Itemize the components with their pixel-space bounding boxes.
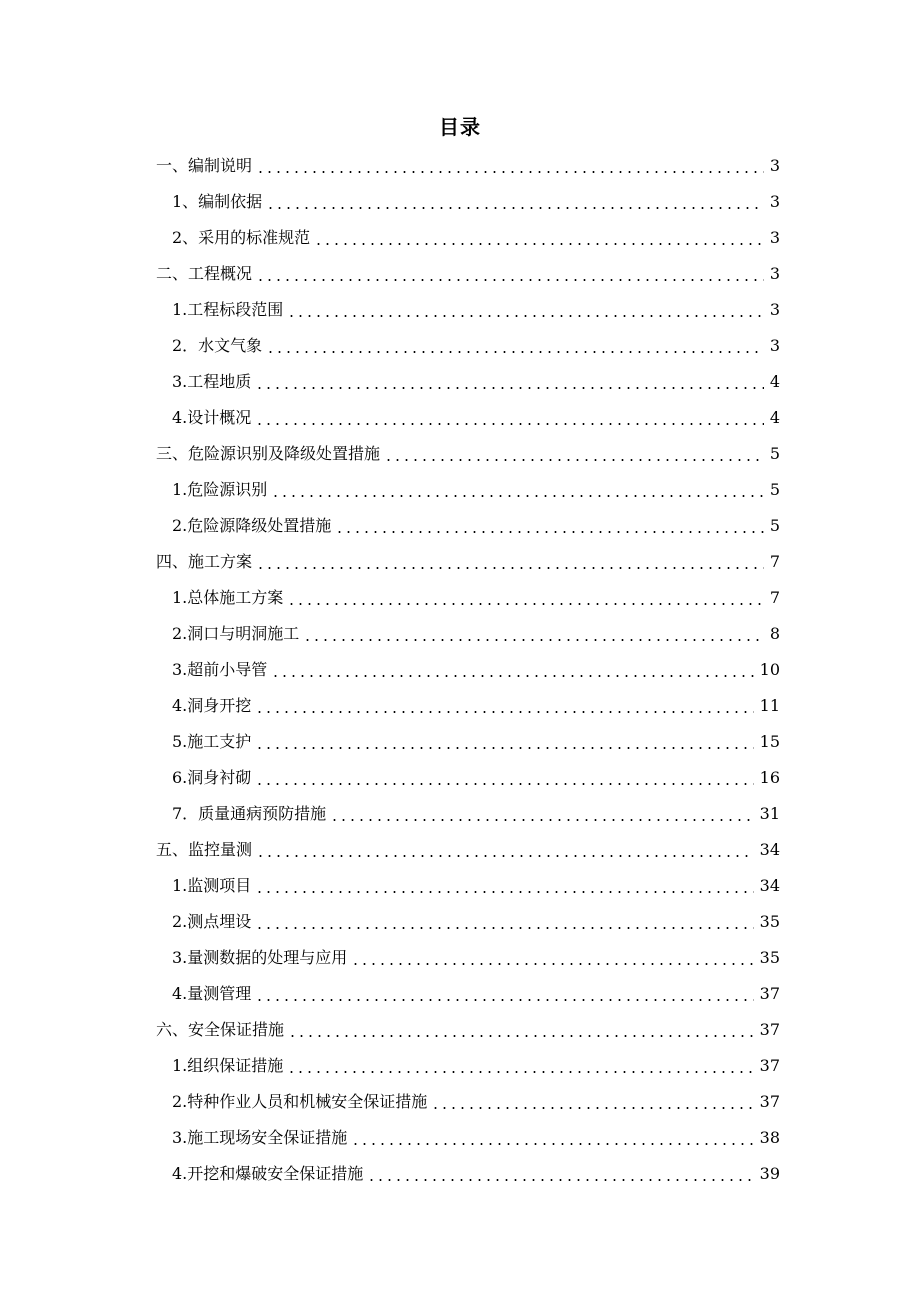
toc-entry-page-number: 37 [759, 1020, 780, 1039]
toc-entry-page-number: 37 [759, 984, 780, 1003]
toc-entry[interactable] [0, 868, 920, 904]
toc-entry-label: 5.施工支护 [172, 732, 252, 751]
toc-entry-page-number: 16 [759, 768, 780, 787]
toc-entry-page-number: 34 [759, 876, 780, 895]
toc-entry-page-number: 3 [769, 228, 780, 247]
toc-entry[interactable] [0, 544, 920, 580]
toc-entry-label: 6.洞身衬砌 [172, 768, 252, 787]
toc-entry[interactable] [0, 688, 920, 724]
toc-entry-label: 4.量测管理 [172, 984, 252, 1003]
toc-entry-page-number: 4 [769, 372, 780, 391]
toc-entry-label: 1.危险源识别 [172, 480, 268, 499]
toc-entry-page-number: 39 [759, 1164, 780, 1183]
toc-entry-label: 2、采用的标准规范 [172, 228, 311, 247]
toc-entry-page-number: 31 [759, 804, 780, 823]
dot-leader [255, 747, 753, 749]
dot-leader [266, 207, 764, 209]
dot-leader [351, 963, 753, 965]
toc-entry-page-number: 5 [769, 480, 780, 499]
toc-entry[interactable] [0, 1084, 920, 1120]
toc-entry-label: 7．质量通病预防措施 [172, 804, 327, 823]
toc-entry-page-number: 8 [769, 624, 780, 643]
toc-entry[interactable] [0, 832, 920, 868]
toc-entry-page-number: 37 [759, 1092, 780, 1111]
toc-entry-page-number: 7 [769, 588, 780, 607]
dot-leader [271, 675, 753, 677]
dot-leader [255, 783, 753, 785]
toc-entry-page-number: 35 [759, 912, 780, 931]
toc-entry-page-number: 34 [759, 840, 780, 859]
toc-entry-label: 一、编制说明 [156, 156, 253, 175]
toc-entry-label: 二、工程概况 [156, 264, 253, 283]
toc-entry[interactable] [0, 508, 920, 544]
dot-leader [256, 171, 764, 173]
toc-entry-label: 1.总体施工方案 [172, 588, 284, 607]
toc-entry[interactable] [0, 184, 920, 220]
toc-list [0, 148, 920, 1192]
toc-entry-label: 1、编制依据 [172, 192, 263, 211]
dot-leader [255, 423, 764, 425]
toc-entry-label: 六、安全保证措施 [156, 1020, 285, 1039]
dot-leader [255, 387, 764, 389]
toc-entry-page-number: 37 [759, 1056, 780, 1075]
toc-entry-page-number: 11 [759, 696, 780, 715]
toc-entry[interactable] [0, 616, 920, 652]
toc-entry-page-number: 3 [769, 192, 780, 211]
dot-leader [351, 1143, 753, 1145]
toc-entry-label: 3.量测数据的处理与应用 [172, 948, 348, 967]
toc-entry[interactable] [0, 760, 920, 796]
toc-entry[interactable] [0, 292, 920, 328]
toc-title: 目录 [439, 115, 481, 139]
toc-entry-label: 3.施工现场安全保证措施 [172, 1128, 348, 1147]
toc-entry-page-number: 15 [759, 732, 780, 751]
toc-entry-page-number: 5 [769, 444, 780, 463]
toc-entry[interactable] [0, 580, 920, 616]
toc-entry-label: 五、监控量测 [156, 840, 253, 859]
toc-entry-label: 1.组织保证措施 [172, 1056, 284, 1075]
dot-leader [384, 459, 764, 461]
dot-leader [255, 711, 753, 713]
toc-entry[interactable] [0, 1048, 920, 1084]
dot-leader [266, 351, 764, 353]
toc-entry-label: 1.工程标段范围 [172, 300, 284, 319]
toc-entry[interactable] [0, 1156, 920, 1192]
toc-entry-page-number: 4 [769, 408, 780, 427]
toc-entry-label: 2.洞口与明洞施工 [172, 624, 300, 643]
toc-entry-label: 1.监测项目 [172, 876, 252, 895]
dot-leader [287, 603, 764, 605]
toc-entry[interactable] [0, 328, 920, 364]
toc-entry[interactable] [0, 904, 920, 940]
dot-leader [271, 495, 764, 497]
dot-leader [314, 243, 764, 245]
toc-entry-label: 3.工程地质 [172, 372, 252, 391]
toc-entry-label: 3.超前小导管 [172, 660, 268, 679]
toc-entry[interactable] [0, 724, 920, 760]
toc-entry[interactable] [0, 796, 920, 832]
toc-entry-page-number: 3 [769, 156, 780, 175]
toc-entry[interactable] [0, 940, 920, 976]
toc-entry-label: 三、危险源识别及降级处置措施 [156, 444, 381, 463]
toc-entry-label: 4.设计概况 [172, 408, 252, 427]
dot-leader [255, 891, 753, 893]
toc-entry-page-number: 3 [769, 300, 780, 319]
dot-leader [335, 531, 764, 533]
toc-entry-label: 四、施工方案 [156, 552, 253, 571]
toc-entry-label: 2．水文气象 [172, 336, 263, 355]
toc-entry-page-number: 5 [769, 516, 780, 535]
toc-entry[interactable] [0, 1120, 920, 1156]
toc-entry-page-number: 38 [759, 1128, 780, 1147]
toc-entry[interactable] [0, 652, 920, 688]
dot-leader [287, 1071, 753, 1073]
dot-leader [367, 1179, 753, 1181]
toc-entry-label: 2.危险源降级处置措施 [172, 516, 332, 535]
dot-leader [287, 315, 764, 317]
toc-entry[interactable] [0, 472, 920, 508]
toc-entry-page-number: 10 [759, 660, 780, 679]
toc-entry-page-number: 3 [769, 336, 780, 355]
dot-leader [256, 279, 764, 281]
toc-entry[interactable] [0, 400, 920, 436]
toc-entry-page-number: 7 [769, 552, 780, 571]
toc-entry[interactable] [0, 364, 920, 400]
dot-leader [330, 819, 753, 821]
toc-entry-label: 4.开挖和爆破安全保证措施 [172, 1164, 364, 1183]
toc-entry[interactable] [0, 436, 920, 472]
toc-entry-page-number: 3 [769, 264, 780, 283]
toc-entry-page-number: 35 [759, 948, 780, 967]
toc-entry[interactable] [0, 256, 920, 292]
toc-entry-label: 2.特种作业人员和机械安全保证措施 [172, 1092, 428, 1111]
dot-leader [431, 1107, 753, 1109]
dot-leader [303, 639, 764, 641]
dot-leader [256, 567, 764, 569]
dot-leader [255, 999, 753, 1001]
toc-entry-label: 4.洞身开挖 [172, 696, 252, 715]
dot-leader [256, 855, 754, 857]
dot-leader [255, 927, 753, 929]
toc-entry[interactable] [0, 148, 920, 184]
toc-entry[interactable] [0, 1012, 920, 1048]
dot-leader [288, 1035, 754, 1037]
toc-entry-label: 2.测点埋设 [172, 912, 252, 931]
toc-entry[interactable] [0, 220, 920, 256]
toc-entry[interactable] [0, 976, 920, 1012]
